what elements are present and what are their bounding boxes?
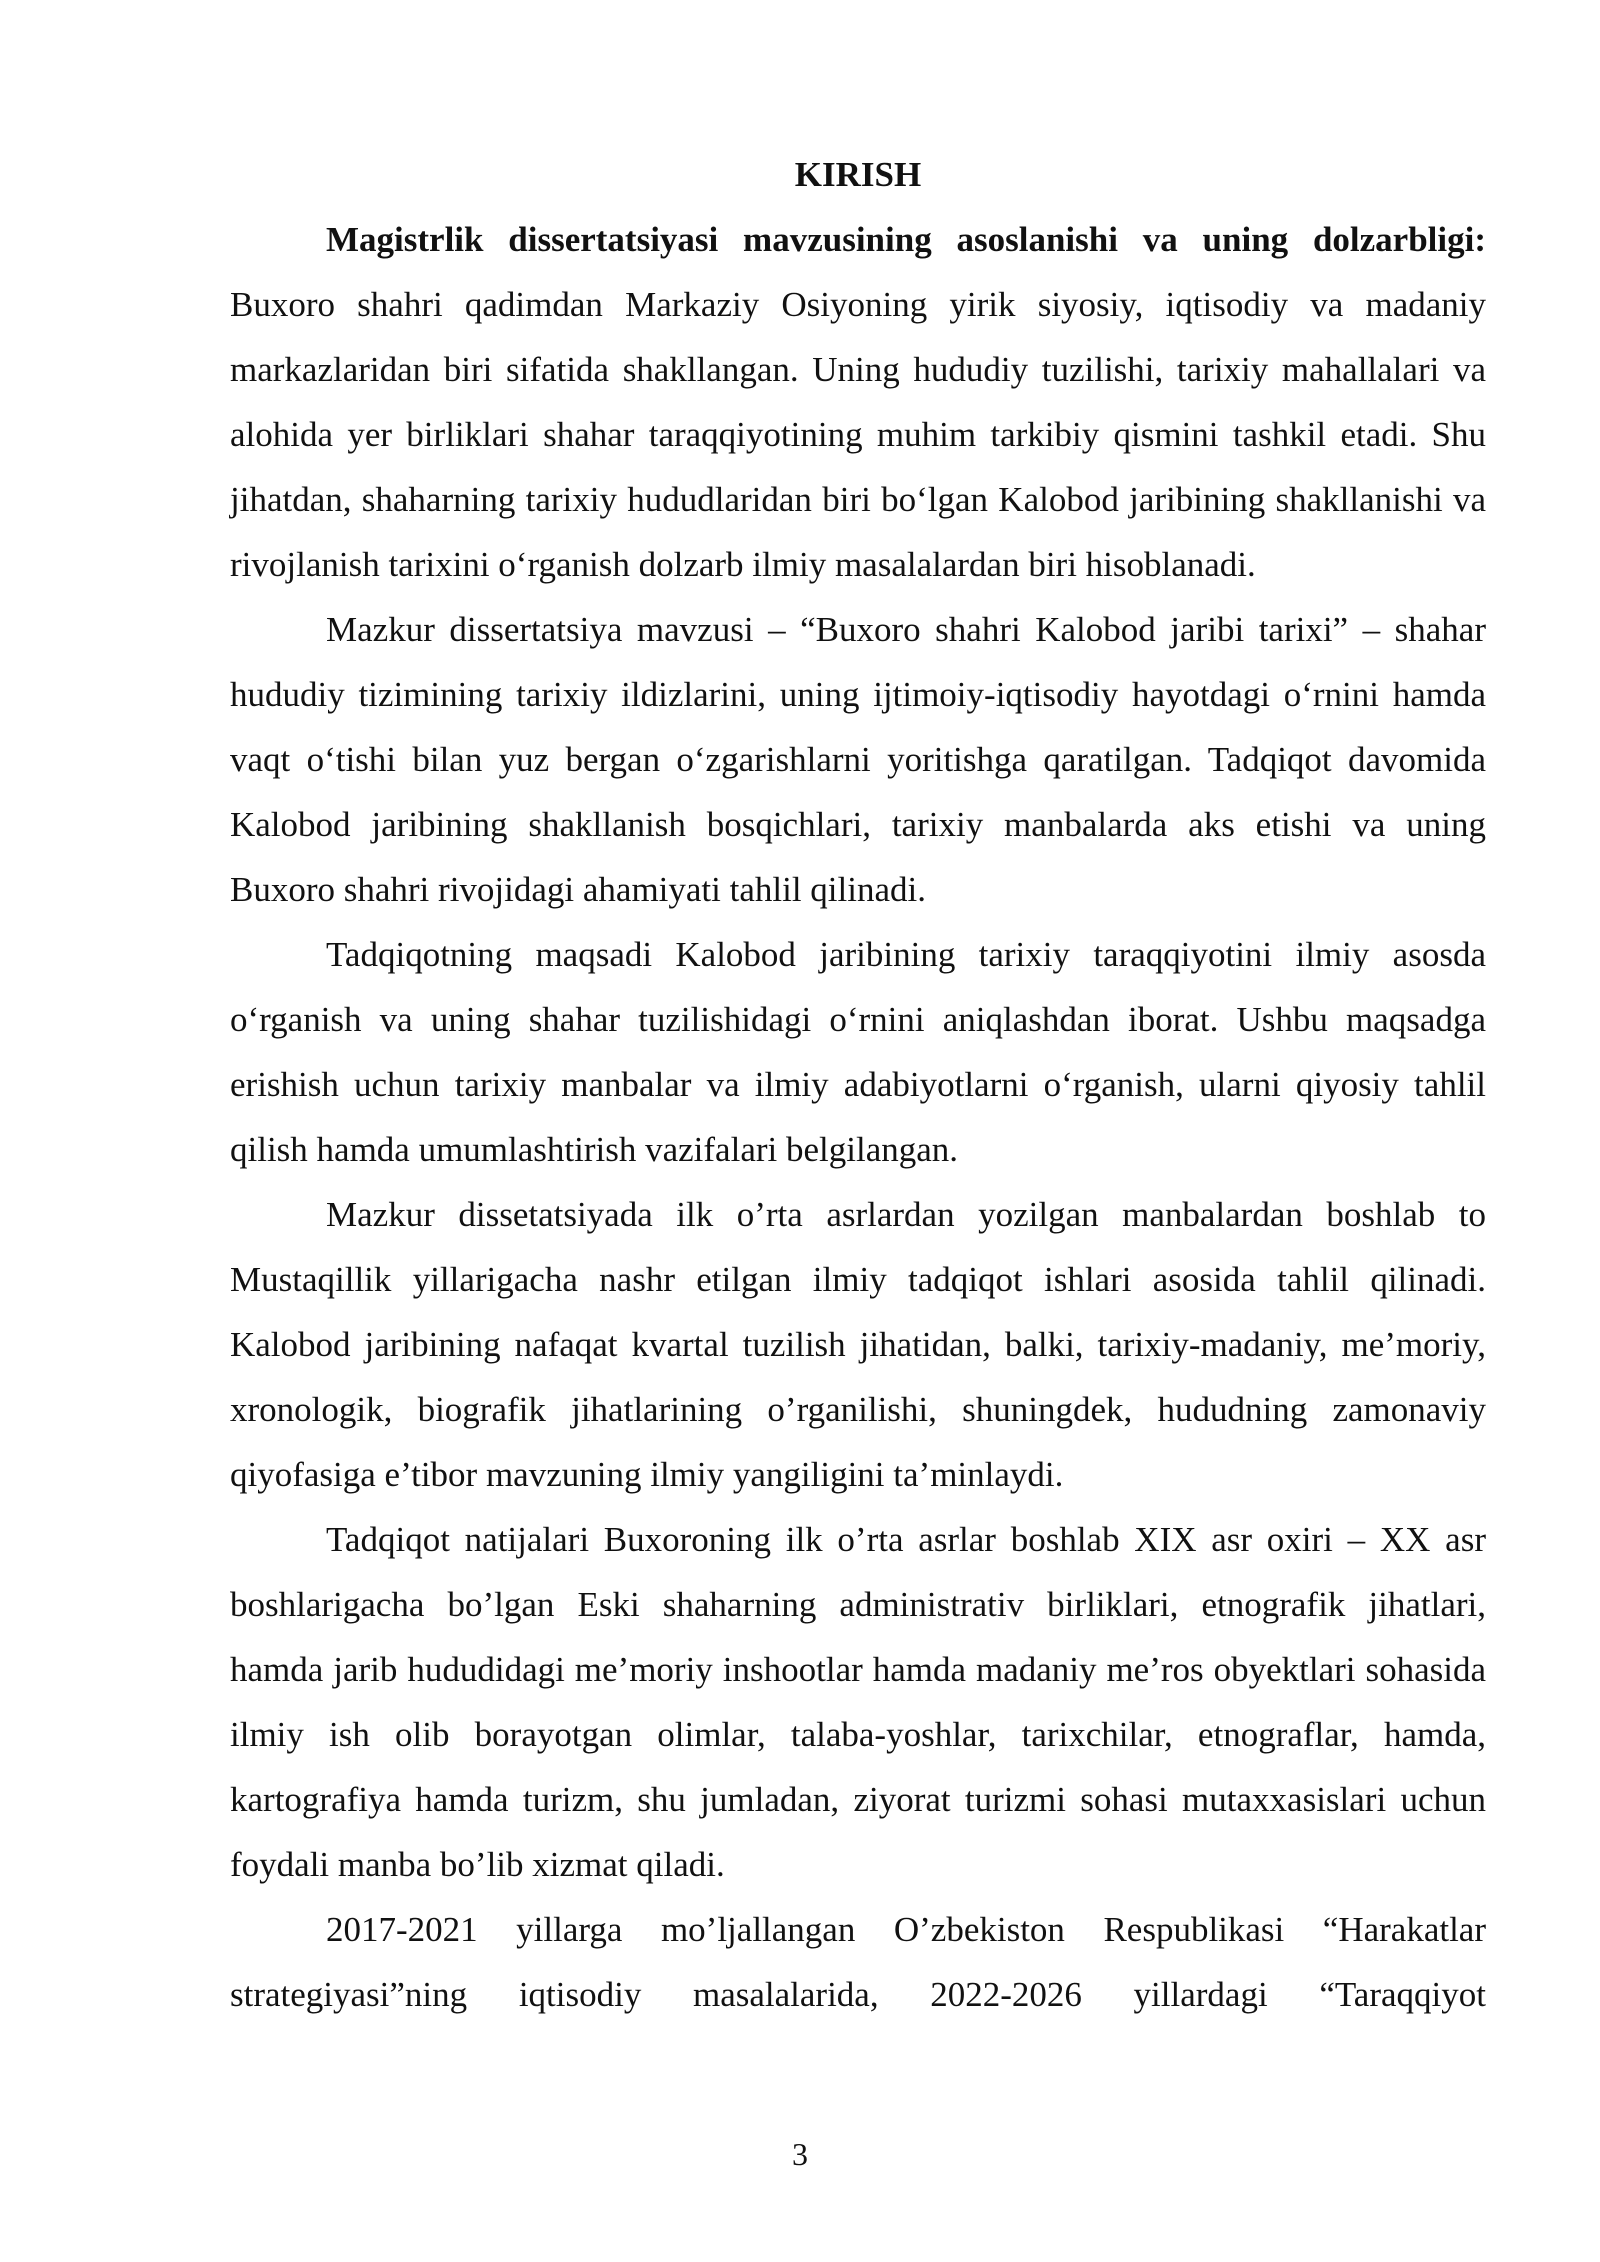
intro-paragraph — [230, 207, 1486, 597]
paragraph-text: Buxoro shahri qadimdan Markaziy Osiyoning yirik siyosiy, iqtisodiy va madaniy markazlaridan biri sifatida shakllangan. Uning hududiy tuzilishi, tarixiy mahallalari va alohida yer birliklari shahar taraqqiyotining muhim tarkibiy qismini tashkil etadi. Shu jihatdan, shaharning tarixiy hududlaridan biri bo‘lgan Kalobod jaribining shakllanishi va rivojlanish tarixini o‘rganish dolzarb ilmiy masalalardan biri hisoblanadi. — [230, 285, 1486, 584]
paragraph: Mazkur dissetatsiyada ilk o’rta asrlardan yozilgan manbalardan boshlab to Mustaqillik yillarigacha nashr etilgan ilmiy tadqiqot ishlari asosida tahlil qilinadi. Kalobod jaribining nafaqat kvartal tuzilish jihatidan, balki, tarixiy-madaniy, me’moriy, xronologik, biografik jihatlarining o’rganilishi, shuningdek, hududning zamonaviy qiyofasiga e’tibor mavzuning ilmiy yangiligini ta’minlaydi. — [230, 1195, 1486, 1494]
paragraph: Tadqiqotning maqsadi Kalobod jaribining tarixiy taraqqiyotini ilmiy asosda o‘rganish va uning shahar tuzilishidagi o‘rnini aniqlashdan iborat. Ushbu maqsadga erishish uchun tarixiy manbalar va ilmiy adabiyotlarni o‘rganish, ularni qiyosiy tahlil qilish hamda umumlashtirish vazifalari belgilangan. — [230, 935, 1486, 1169]
page-number: 3 — [792, 2136, 808, 2172]
paragraph: Tadqiqot natijalari Buxoroning ilk o’rta asrlar boshlab XIX asr oxiri – XX asr boshlarigacha bo’lgan Eski shaharning administrativ birliklari, etnografik jihatlari, hamda jarib hududidagi me’moriy inshootlar hamda madaniy me’ros obyektlari sohasida ilmiy ish olib borayotgan olimlar, talaba-yoshlar, tarixchilar, etnograflar, hamda, kartografiya hamda turizm, shu jumladan, ziyorat turizmi sohasi mutaxxasislari uchun foydali manba bo’lib xizmat qiladi. — [230, 1520, 1486, 1884]
paragraph: 2017-2021 yillarga mo’ljallangan O’zbekiston Respublikasi “Harakatlar strategiyasi”ning iqtisodiy masalalarida, 2022-2026 yillardagi “Taraqqiyot — [230, 1910, 1486, 2014]
section-subtitle: Magistrlik dissertatsiyasi mavzusining asoslanishi va uning dolzarbligi: — [326, 220, 1486, 259]
document-body — [230, 142, 1486, 2027]
paragraph: Mazkur dissertatsiya mavzusi – “Buxoro shahri Kalobod jaribi tarixi” – shahar hududiy tizimining tarixiy ildizlarini, uning ijtimoiy-iqtisodiy hayotdagi o‘rnini hamda vaqt o‘tishi bilan yuz bergan o‘zgarishlarni yoritishga qaratilgan. Tadqiqot davomida Kalobod jaribining shakllanish bosqichlari, tarixiy manbalarda aks etishi va uning Buxoro shahri rivojidagi ahamiyati tahlil qilinadi. — [230, 610, 1486, 909]
document-title: KIRISH — [794, 155, 922, 194]
